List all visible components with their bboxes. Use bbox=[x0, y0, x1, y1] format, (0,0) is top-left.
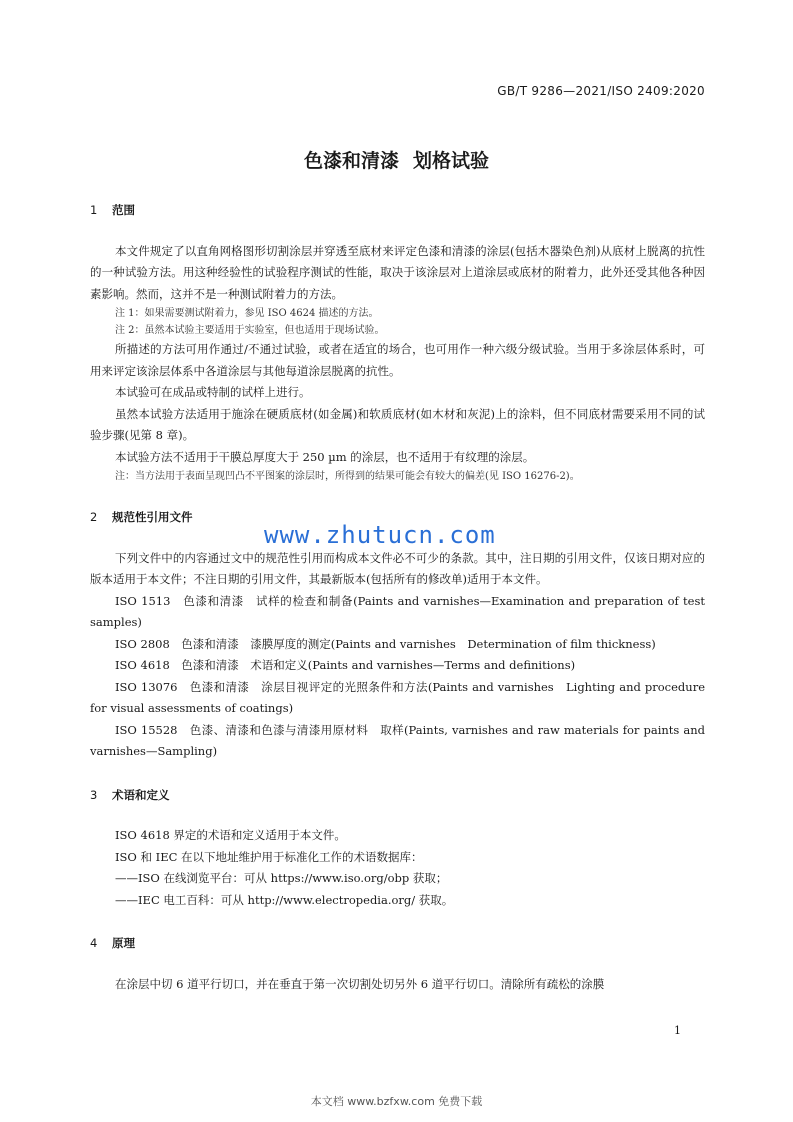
document-title bbox=[0, 146, 793, 173]
standard-code: GB/T 9286—2021/ISO 2409:2020 bbox=[497, 84, 705, 98]
reference-item: ISO 13076 色漆和清漆 涂层目视评定的光照条件和方法(Paints and varnishes Lighting and procedure for visual assessments of coatings) bbox=[90, 679, 705, 715]
section-3-heading: 3 术语和定义 bbox=[90, 787, 170, 802]
section-3-line: ——IEC 电工百科：可从 http://www.electropedia.org/ 获取。 bbox=[115, 892, 454, 907]
section-1-paragraph-5: 本试验方法不适用于干膜总厚度大于 250 µm 的涂层，也不适用于有纹理的涂层。 bbox=[115, 449, 535, 464]
section-3-line: ——ISO 在线浏览平台：可从 https://www.iso.org/obp 获取； bbox=[115, 871, 448, 885]
section-2-paragraph-1: 下列文件中的内容通过文中的规范性引用而构成本文件必不可少的条款。其中，注日期的引用文件，仅该日期对应的版本适用于本文件；不注日期的引用文件，其最新版本(包括所有的修改单)适用于本文件。 bbox=[90, 550, 705, 586]
section-1-note-3: 注：当方法用于表面呈现凹凸不平图案的涂层时，所得到的结果可能会有较大的偏差(见 ISO 16276-2)。 bbox=[115, 471, 580, 482]
section-1-heading: 1 范围 bbox=[90, 203, 135, 217]
section-1-paragraph-2: 所描述的方法可用作通过/不通过试验，或者在适宜的场合，也可用作一种六级分级试验。当用于多涂层体系时，可用来评定该涂层体系中各道涂层与其他每道涂层脱离的抗性。 bbox=[90, 342, 705, 378]
title-part-1: 色漆和清漆 bbox=[303, 150, 399, 172]
section-3-line: ISO 4618 界定的术语和定义适用于本文件。 bbox=[115, 828, 346, 842]
section-1-paragraph-1: 本文件规定了以直角网格图形切割涂层并穿透至底材来评定色漆和清漆的涂层(包括木器染色剂)从底材上脱离的抗性的一种试验方法。用这种经验性的试验程序测试的性能，取决于该涂层对上道涂层或底材的附着力，此外还受其他各种因素影响。然而，这并不是一种测试附着力的方法。 bbox=[90, 243, 705, 301]
watermark: www.zhutucn.com bbox=[264, 521, 496, 549]
reference-item: ISO 15528 色漆、清漆和色漆与清漆用原材料 取样(Paints, varnishes and raw materials for paints and varnishes—Sampling) bbox=[90, 722, 705, 758]
footer-text: 本文档 www.bzfxw.com 免费下载 bbox=[310, 1095, 483, 1108]
section-4-paragraph-1: 在涂层中切 6 道平行切口，并在垂直于第一次切割处切另外 6 道平行切口。清除所有疏松的涂膜 bbox=[115, 976, 605, 991]
reference-item: ISO 2808 色漆和清漆 漆膜厚度的测定(Paints and varnishes Determination of film thickness) bbox=[115, 636, 656, 651]
section-1-paragraph-4: 虽然本试验方法适用于施涂在硬质底材(如金属)和软质底材(如木材和灰泥)上的涂料，但不同底材需要采用不同的试验步骤(见第 8 章)。 bbox=[90, 406, 705, 442]
section-4-heading: 4 原理 bbox=[90, 936, 135, 950]
section-1-note-2: 注 2：虽然本试验主要适用于实验室，但也适用于现场试验。 bbox=[115, 325, 385, 336]
document-body bbox=[90, 200, 705, 995]
reference-item: ISO 1513 色漆和清漆 试样的检查和制备(Paints and varnishes—Examination and preparation of test samples) bbox=[90, 593, 705, 629]
section-3-line: ISO 和 IEC 在以下地址维护用于标准化工作的术语数据库： bbox=[115, 849, 423, 864]
section-1-note-1: 注 1：如果需要测试附着力，参见 ISO 4624 描述的方法。 bbox=[115, 308, 379, 319]
section-1-paragraph-3: 本试验可在成品或特制的试样上进行。 bbox=[115, 385, 311, 399]
reference-item: ISO 4618 色漆和清漆 术语和定义(Paints and varnishes—Terms and definitions) bbox=[115, 658, 576, 672]
title-part-2: 划格试验 bbox=[413, 150, 490, 172]
page-number: 1 bbox=[674, 1024, 681, 1037]
section-2-heading: 2 规范性引用文件 bbox=[90, 510, 193, 524]
